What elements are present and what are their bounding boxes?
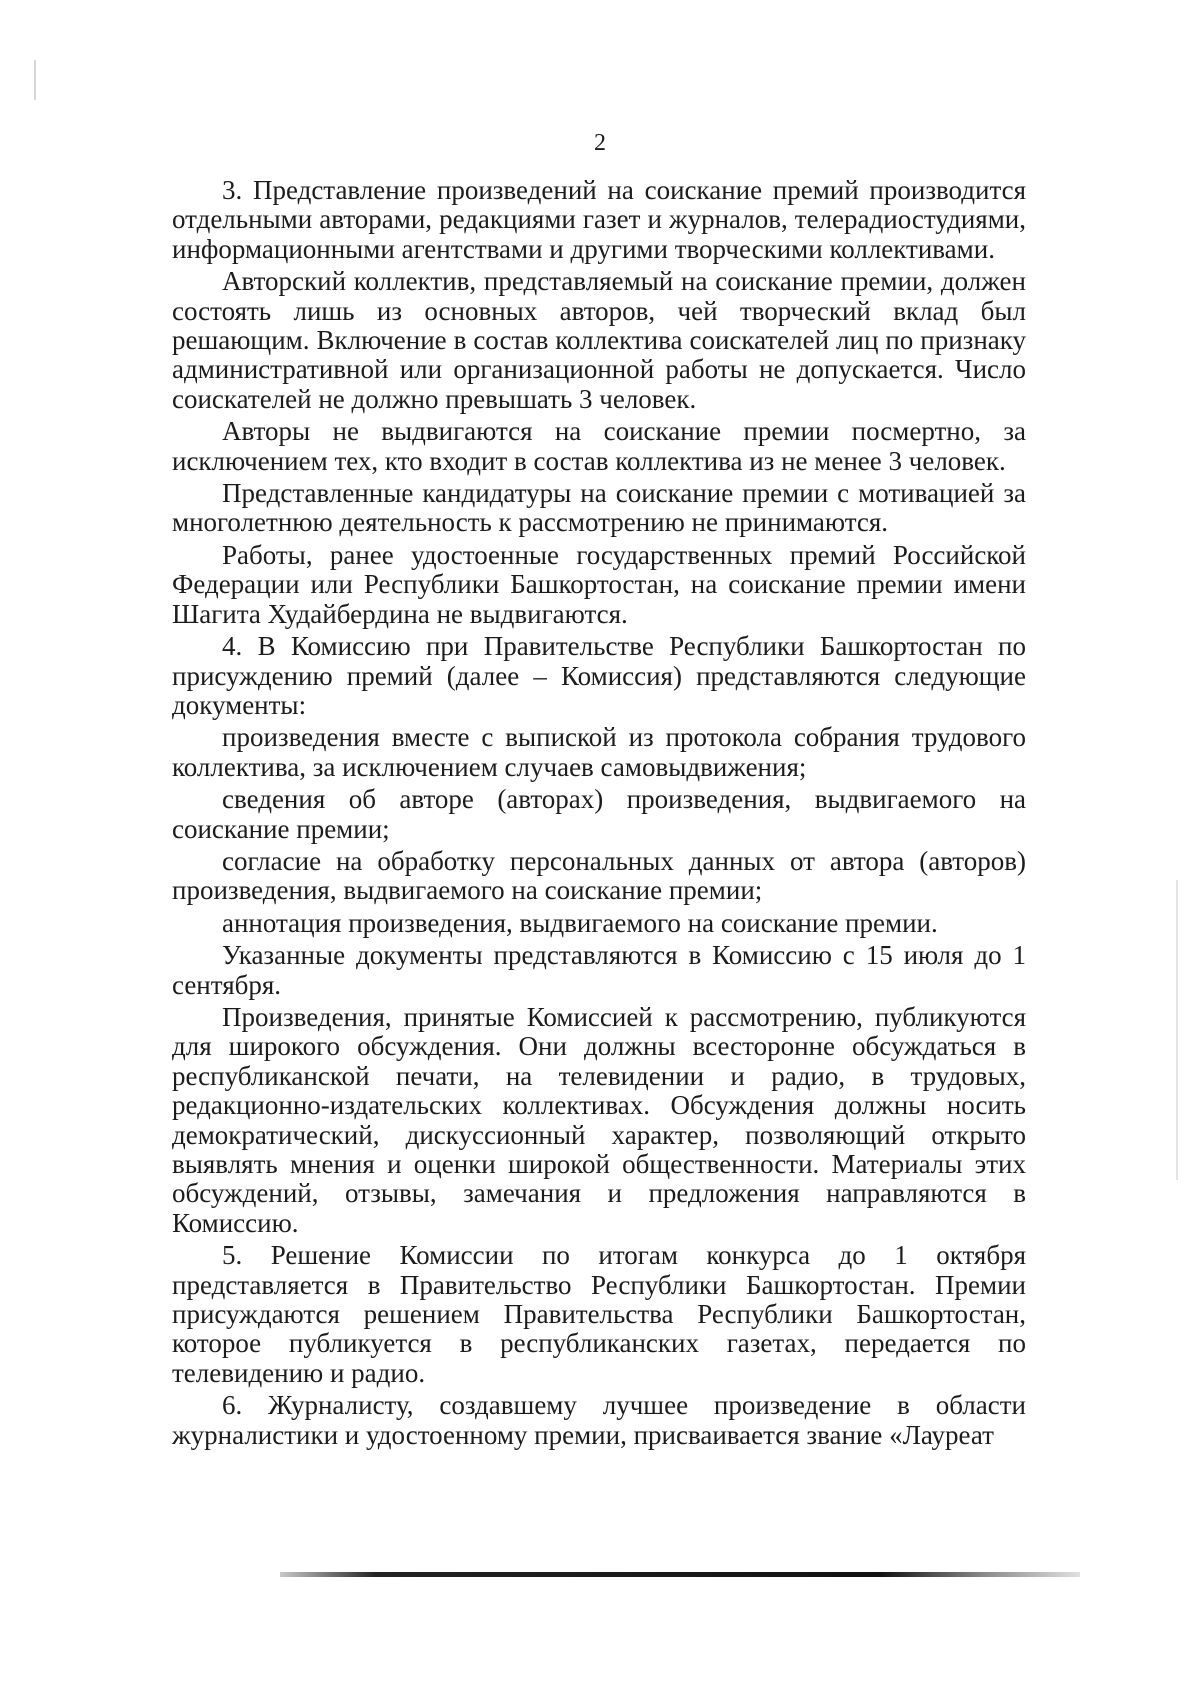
paragraph-5-decision: 5. Решение Комиссии по итогам конкурса до 1 октября представляется в Правительство Республики Башкортостан. Премии присуждаются решением Правительства Республики Башкортостан, которое публикуется в республиканских газетах, передается по телевидению и радио. [172,1240,1026,1388]
paragraph-submission-dates: Указанные документы представляются в Комиссию с 15 июля до 1 сентября. [172,940,1026,1000]
paragraph-author-collective: Авторский коллектив, представляемый на соискание премии, должен состоять лишь из основных авторов, чей творческий вклад был решающим. Включение в состав коллектива соискателей лиц по признаку административной или организационной работы не допускается. Число соискателей не должно превышать 3 человек. [172,266,1026,414]
scan-edge-mark-top [34,60,36,100]
paragraph-public-discussion: Произведения, принятые Комиссией к рассмотрению, публикуются для широкого обсуждения. Они должны всесторонне обсуждаться в республиканской печати, на телевидении и радио, в трудовых, редакционно-издательских коллективах. Обсуждения должны носить демократический, дискуссионный характер, позволяющий открыто выявлять мнения и оценки широкой общественности. Материалы этих обсуждений, отзывы, замечания и предложения направляются в Комиссию. [172,1001,1026,1238]
paragraph-6-laureate-title: 6. Журналисту, создавшему лучшее произведение в области журналистики и удостоенному премии, присваивается звание «Лауреат [172,1390,1026,1450]
document-body [172,176,1026,1453]
list-item-works: произведения вместе с выпиской из протокола собрания трудового коллектива, за исключением случаев самовыдвижения; [172,722,1026,782]
list-item-author-info: сведения об авторе (авторах) произведения, выдвигаемого на соискание премии; [172,784,1026,844]
scan-edge-mark-right [1176,880,1178,1180]
list-item-personal-data-consent: согласие на обработку персональных данных от автора (авторов) произведения, выдвигаемого на соискание премии; [172,845,1026,906]
bottom-scan-rule [280,1572,1080,1577]
paragraph-3-submission: 3. Представление произведений на соискание премий производится отдельными авторами, редакциями газет и журналов, телерадиостудиями, информационными агентствами и другими творческими коллективами. [172,175,1026,264]
paragraph-4-documents: 4. В Комиссию при Правительстве Республики Башкортостан по присуждению премий (далее – Комиссия) представляются следующие документы: [172,631,1026,720]
paragraph-long-term-activity: Представленные кандидатуры на соискание премии с мотивацией за многолетнюю деятельность к рассмотрению не принимаются. [172,478,1026,538]
page-number: 2 [594,130,606,156]
list-item-annotation: аннотация произведения, выдвигаемого на соискание премии. [222,907,938,938]
paragraph-posthumous: Авторы не выдвигаются на соискание премии посмертно, за исключением тех, кто входит в состав коллектива из не менее 3 человек. [172,416,1026,476]
paragraph-previously-awarded: Работы, ранее удостоенные государственных премий Российской Федерации или Республики Башкортостан, на соискание премии имени Шагита Худайбердина не выдвигаются. [172,539,1026,629]
